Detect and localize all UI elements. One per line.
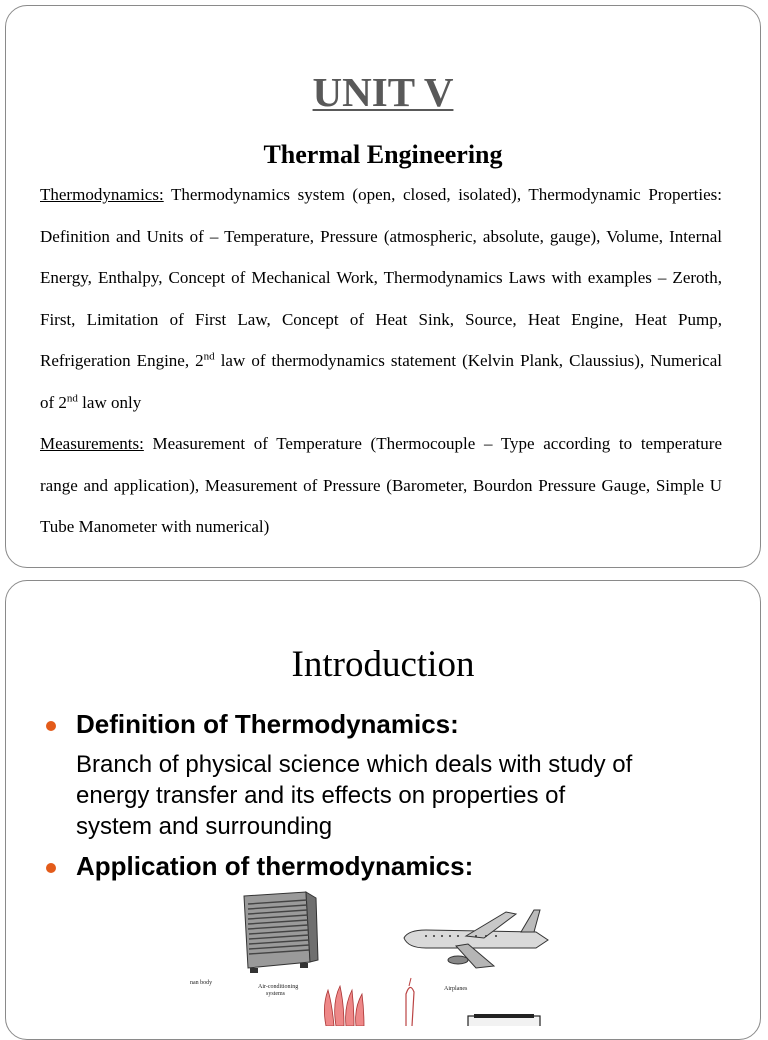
introduction-title: Introduction — [291, 644, 475, 685]
bullet-application — [50, 851, 473, 882]
thermodynamics-text-a: Thermodynamics system (open, closed, isolated), Thermodynamic Properties: Definition and Units of – Temperature, Pressure (atmospheric, absolute, gauge), Volume, Internal Energy, Enthalpy, Concept of Mechanical Work, Thermodynamics Laws with examples – Zeroth, First, Limitation of First Law, Concept of Heat Sink, Source, Heat Engine, Heat Pump, Refrigeration Engine, 2 — [40, 185, 722, 370]
definition-line: Branch of physical science which deals with study of — [76, 751, 633, 778]
bullet-definition-label: Definition of Thermodynamics: — [76, 709, 459, 739]
subject-title: Thermal Engineering — [263, 140, 503, 169]
caption-ac: Air-conditioning — [258, 984, 299, 990]
superscript-nd: nd — [203, 350, 215, 363]
candle-icon — [406, 978, 414, 1026]
slide-introduction — [5, 580, 761, 1040]
applications-figure — [176, 886, 576, 1026]
airplane-icon — [404, 910, 548, 968]
unit-title: UNIT V — [312, 69, 454, 115]
caption-ac-line2: systems — [266, 991, 286, 997]
refrigerator-icon — [468, 1014, 540, 1026]
thermodynamics-text-c: law only — [77, 392, 142, 412]
measurements-text: Measurement of Temperature (Thermocouple – Type according to temperature range and application), Measurement of Pressure (Barometer, Bourdon Pressure Gauge, Simple U Tube Manometer with numerical) — [40, 434, 722, 536]
definition-body — [76, 749, 716, 842]
air-conditioner-icon — [244, 892, 318, 973]
bullet-definition — [50, 709, 459, 740]
caption-airplanes: Airplanes — [444, 986, 468, 992]
thermodynamics-label: Thermodynamics: — [40, 185, 164, 204]
bullet-application-label: Application of thermodynamics: — [76, 851, 474, 881]
measurements-label: Measurements: — [40, 434, 144, 453]
superscript-nd: nd — [66, 391, 78, 404]
definition-line: energy transfer and its effects on properties of — [76, 782, 566, 809]
definition-line: system and surrounding — [76, 813, 333, 840]
flame-icon — [324, 986, 364, 1026]
slide-syllabus — [5, 5, 761, 568]
caption-human-body: nan body — [190, 980, 213, 986]
thermodynamics-text-b: law of thermodynamics statement (Kelvin Plank, Claussius), Numerical of 2 — [40, 351, 722, 412]
syllabus-text — [40, 174, 722, 548]
